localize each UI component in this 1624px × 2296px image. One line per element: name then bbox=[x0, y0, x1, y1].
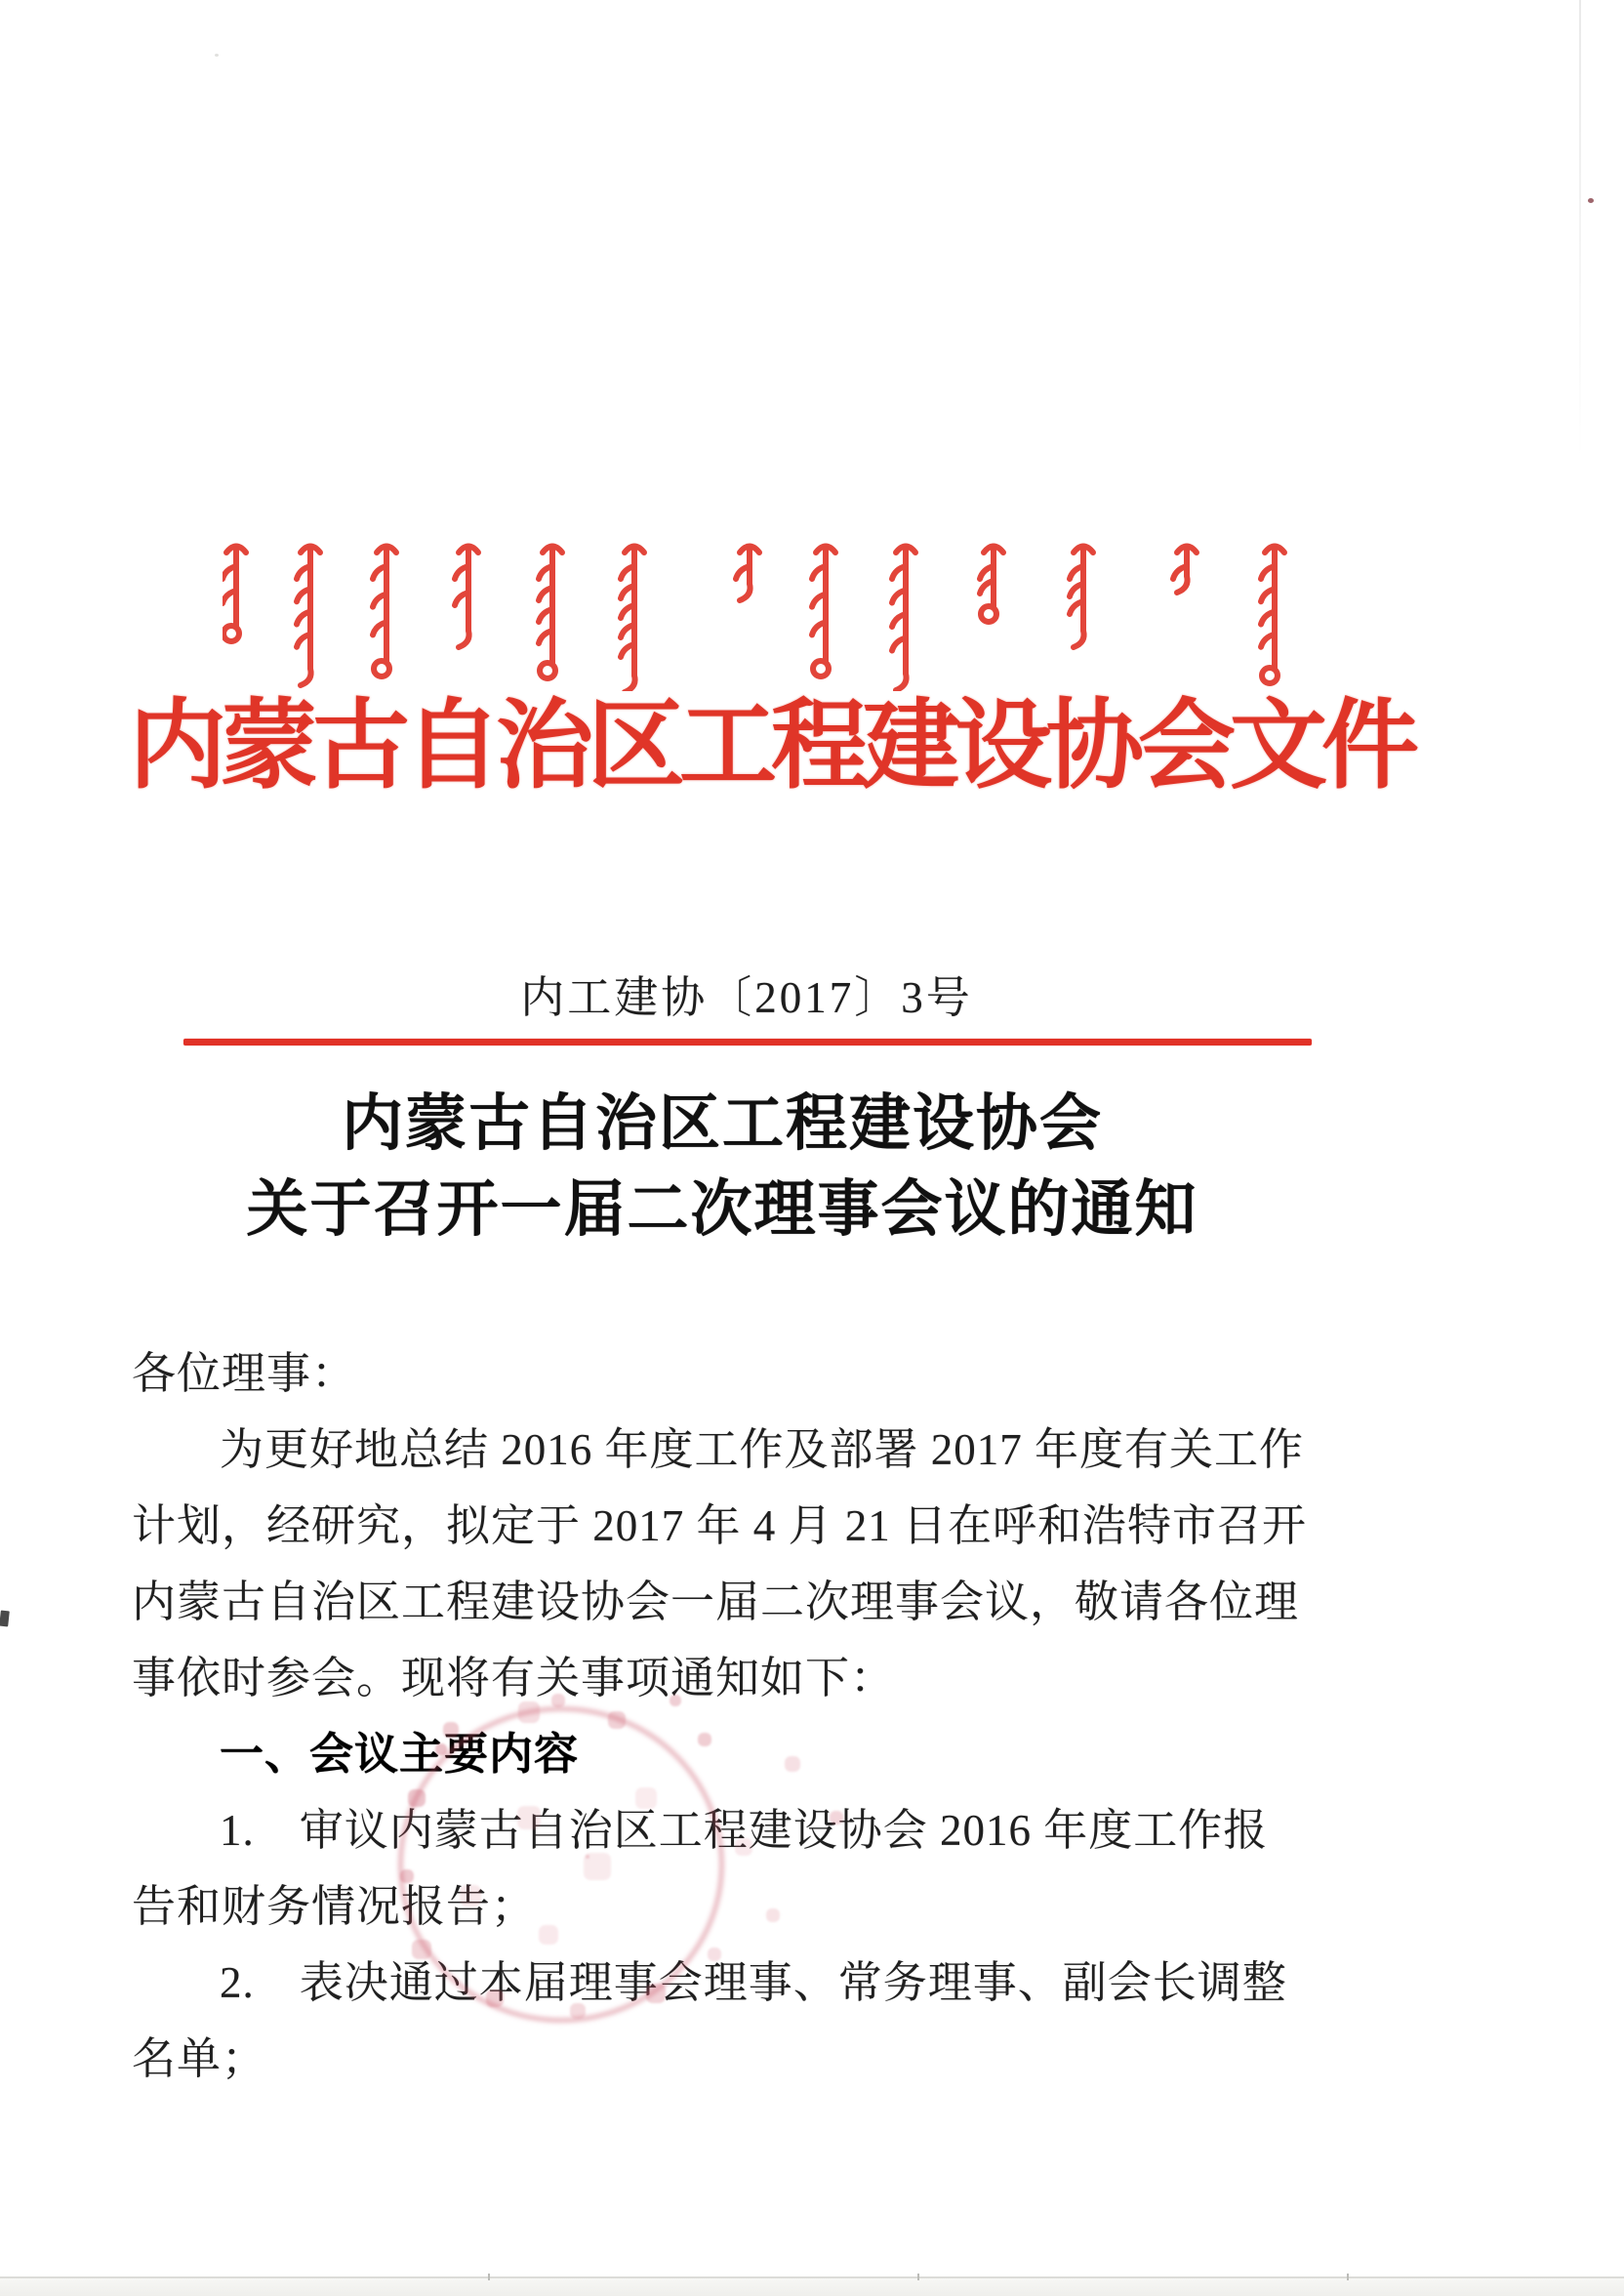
mongolian-glyph-stroke bbox=[459, 631, 469, 647]
scan-edge-mark bbox=[0, 1611, 10, 1627]
mongolian-glyph-stroke bbox=[740, 584, 751, 600]
body-line: 1. 审议内蒙古自治区工程建设协会 2016 年度工作报 bbox=[220, 1806, 1269, 1855]
notice-body bbox=[132, 1335, 1308, 2097]
mongolian-glyph-stroke bbox=[540, 663, 555, 678]
section-heading: 一、会议主要内容 bbox=[220, 1729, 580, 1779]
scan-paper-edge-line bbox=[1579, 0, 1581, 459]
body-line: 为更好地总结 2016 年度工作及部署 2017 年度有关工作 bbox=[220, 1425, 1305, 1474]
body-line: 告和财务情况报告； bbox=[132, 1882, 537, 1931]
org-document-title: 内蒙古自治区工程建设协会文件 bbox=[129, 692, 1413, 800]
body-line: 计划，经研究，拟定于 2017 年 4 月 21 日在呼和浩特市召开 bbox=[132, 1501, 1308, 1550]
scan-bottom-margin bbox=[0, 2278, 1624, 2296]
mongolian-glyph-stroke bbox=[1262, 668, 1278, 683]
mongolian-glyph-stroke bbox=[374, 661, 389, 676]
scan-speck bbox=[215, 54, 219, 57]
mongolian-glyph-stroke bbox=[1074, 631, 1084, 647]
document-number: 内工建协〔2017〕3号 bbox=[520, 973, 973, 1022]
body-line: 2. 表决通过本届理事会理事、常务理事、副会长调整 bbox=[220, 1958, 1287, 2007]
scan-tick-mark bbox=[488, 2274, 490, 2280]
body-line: 名单； bbox=[132, 2034, 267, 2083]
scan-tick-mark bbox=[917, 2274, 919, 2280]
body-line: 内蒙古自治区工程建设协会一届二次理事会议，敬请各位理 bbox=[132, 1578, 1300, 1626]
mongolian-glyph-stroke bbox=[813, 661, 829, 676]
scan-tick-mark bbox=[1347, 2274, 1349, 2280]
notice-title-line2: 关于召开一届二次理事会议的通知 bbox=[246, 1175, 1198, 1244]
body-line: 事依时参会。现将有关事项通知如下： bbox=[132, 1654, 896, 1702]
mongolian-glyph-stroke bbox=[223, 626, 239, 641]
mongolian-glyph-stroke bbox=[981, 606, 996, 622]
mongolian-glyph-stroke bbox=[1177, 576, 1188, 593]
body-line: 各位理事： bbox=[132, 1349, 357, 1398]
red-rule-divider bbox=[183, 1039, 1312, 1046]
notice-title-line1: 内蒙古自治区工程建设协会 bbox=[342, 1089, 1103, 1158]
scan-ink-dot bbox=[1588, 198, 1594, 203]
mongolian-script-banner bbox=[223, 537, 1320, 691]
